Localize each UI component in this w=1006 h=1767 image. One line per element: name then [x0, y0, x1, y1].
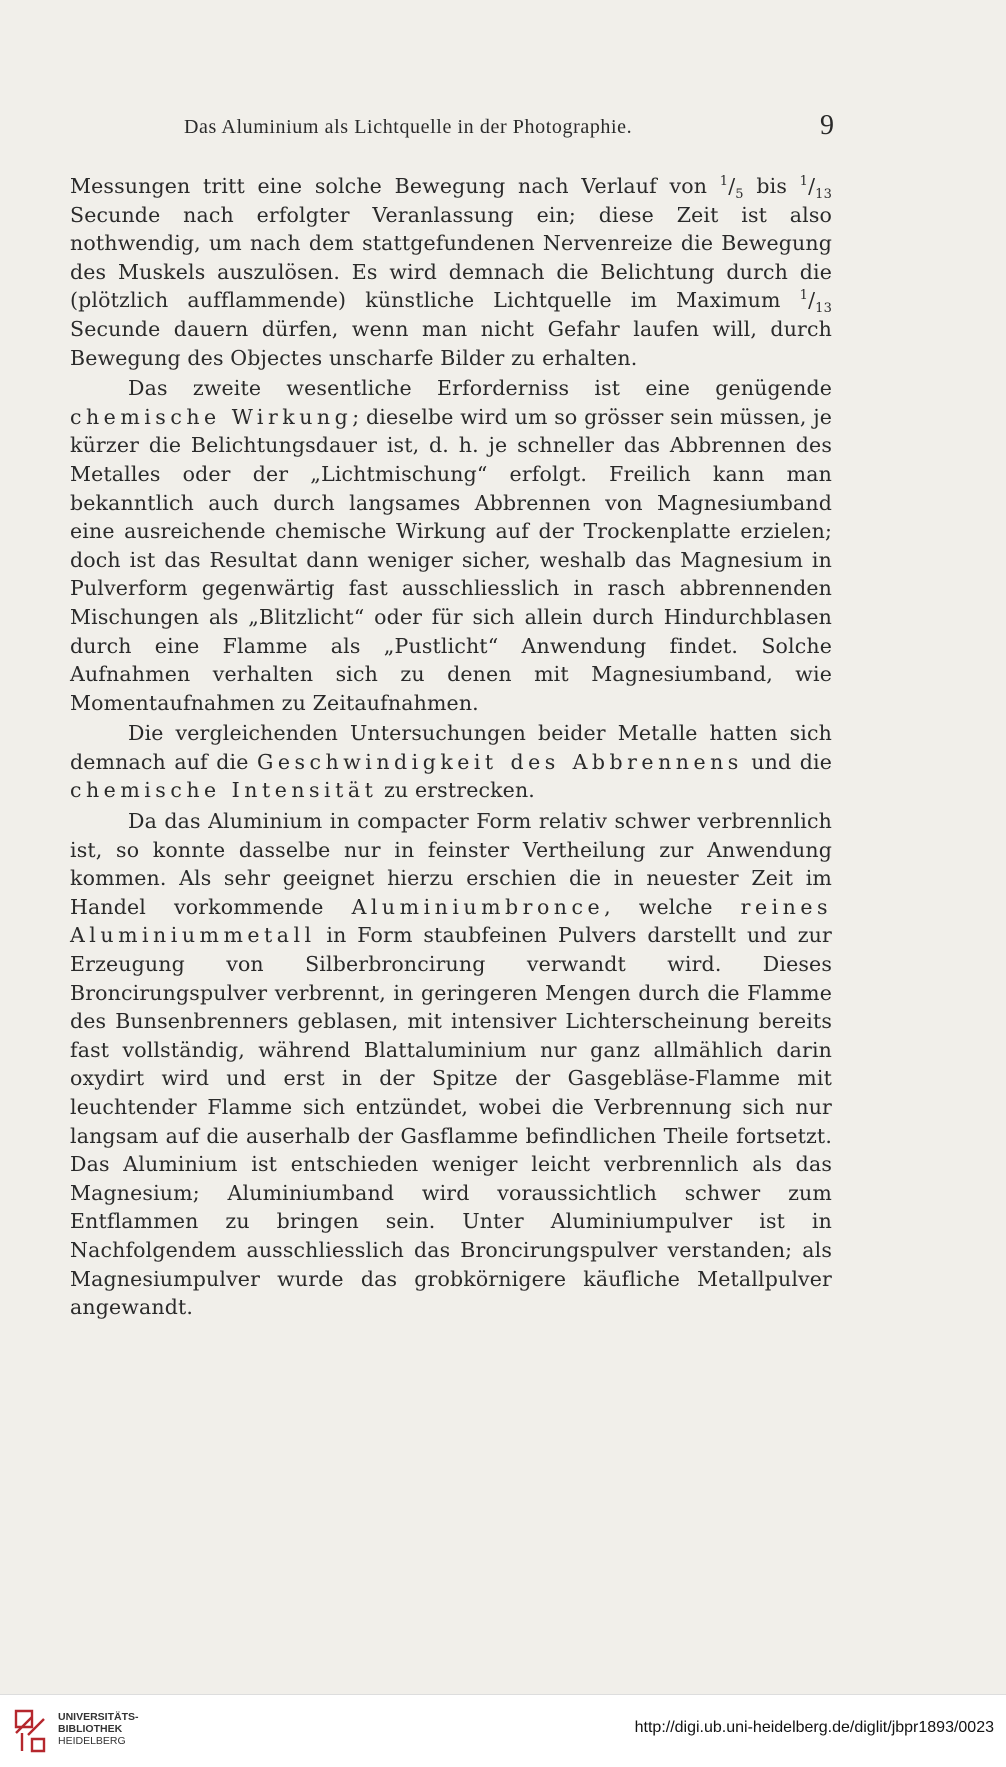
paragraph-4	[70, 807, 832, 1322]
text-run: Messungen tritt eine solche Bewegung nach Verlauf von	[70, 174, 720, 198]
library-name-line: BIBLIOTHEK	[58, 1723, 123, 1735]
text-run: bis	[743, 174, 800, 198]
text-run: Secunde nach erfolgter Veranlassung ein; diese Zeit ist also nothwendig, um nach dem stattgefundenen Nervenreize die Bewegung des Muskels auszulösen. Es wird demnach die Belichtung durch die (plötzlich aufflammende) künstliche Lichtquelle im Maximum	[70, 202, 832, 313]
text-run: Da das Aluminium in compacter Form relativ schwer verbrennlich ist, so konnte dasselbe nur in feinster Vertheilung zur Anwendung kommen. Als sehr geeignet hierzu erschien die in neuester Zeit im Handel vorkommende	[70, 809, 832, 919]
fraction-numerator: 1	[799, 288, 809, 304]
paragraph-3	[70, 719, 832, 805]
fraction-numerator: 1	[719, 174, 729, 190]
fraction-denominator: 5	[735, 187, 744, 203]
text-run: in Form staubfeinen Pulvers darstellt und zur Erzeugung von Silberbroncirung verwandt wird. Dieses Broncirungspulver verbrennt, in geringeren Mengen durch die Flamme des Bunsenbrenners geblasen, mit intensiver Lichterscheinung bereits fast vollständig, während Blattaluminium nur ganz allmählich darin oxydirt wird und erst in der Spitze der Gasgebläse-Flamme mit leuchtender Flamme sich entzündet, wobei die Verbrennung sich nur langsam auf die auserhalb der Gasflamme befindlichen Theile fortsetzt. Das Aluminium ist entschieden weniger leicht verbrennlich als das Magnesium; Aluminiumband wird voraussichtlich schwer zum Entflammen zu bringen sein. Unter Aluminiumpulver ist in Nachfolgendem ausschliesslich das Broncirungspulver verstanden; als Magnesiumpulver wurde das grobkörnigere käufliche Metallpulver angewandt.	[70, 923, 832, 1320]
fraction-denominator: 13	[815, 187, 832, 203]
running-title: Das Aluminium als Lichtquelle in der Photographie.	[184, 116, 633, 138]
fraction-numerator: 1	[799, 174, 809, 190]
text-run: , welche	[604, 894, 741, 919]
spaced-emphasis: Aluminiumbronce	[351, 894, 605, 919]
spaced-emphasis: chemische Intensität	[70, 778, 378, 803]
library-name-line: HEIDELBERG	[58, 1735, 126, 1747]
text-run: Das zweite wesentliche Erforderniss ist eine genügende	[128, 376, 832, 401]
footer-bar	[0, 1694, 1006, 1767]
text-run: ; dieselbe wird um so grösser sein müssen, je kürzer die Belichtungsdauer ist, d. h. je schneller das Abbrennen des Metalles oder der „Lichtmischung“ erfolgt. Freilich kann man bekanntlich auch durch langsames Abbrennen von Magnesiumband eine ausreichende chemische Wirkung auf der Trockenplatte erzielen; doch ist das Resultat dann weniger sicher, weshalb das Magnesium in Pulverform gegenwärtig fast ausschliesslich in rasch abbrennenden Mischungen als „Blitzlicht“ oder für sich allein durch Hindurchblasen durch eine Flamme als „Pustlicht“ Anwendung findet. Solche Aufnahmen verhalten sich zu denen mit Magnesiumband, wie Momentaufnahmen zu Zeitaufnahmen.	[70, 404, 832, 715]
text-run: und die	[742, 749, 833, 774]
spaced-emphasis: Geschwindigkeit des Abbrennens	[257, 749, 743, 774]
paragraph-1: Messungen tritt eine solche Bewegung nach Verlauf von $^1/_5$ bis $^1/_{13}$ Secunde nach erfolgter Veranlassung ein; diese Zeit ist also nothwendig, um nach dem stattgefundenen Nervenreize die Bewegung des Muskels auszulösen. Es wird demnach die Belichtung durch die (plötzlich aufflammende) künstliche Lichtquelle im Maximum $^1/_{13}$ Secunde dauern dürfen, wenn man nicht Gefahr laufen will, durch Bewegung des Objectes unscharfe Bilder zu erhalten.	[70, 174, 832, 370]
spaced-emphasis: chemische Wirkung	[70, 404, 353, 429]
spaced-emphasis: reines Aluminiummetall	[70, 894, 833, 948]
body-text	[70, 172, 832, 1322]
text-run: zu erstrecken.	[377, 778, 535, 803]
page-number: 9	[820, 110, 835, 141]
fraction-denominator: 13	[815, 301, 832, 317]
library-logo-icon	[10, 1705, 50, 1755]
source-url-link[interactable]: http://digi.ub.uni-heidelberg.de/diglit/jbpr1893/0023	[634, 1719, 994, 1736]
paragraph-2	[70, 374, 832, 717]
text-run: Die vergleichenden Untersuchungen beider Metalle hatten sich demnach auf die	[70, 721, 832, 774]
library-name	[58, 1711, 139, 1747]
text-run: Secunde dauern dürfen, wenn man nicht Gefahr laufen will, durch Bewegung des Objectes unscharfe Bilder zu erhalten.	[70, 316, 832, 370]
library-name-line: UNIVERSITÄTS-	[58, 1711, 139, 1723]
